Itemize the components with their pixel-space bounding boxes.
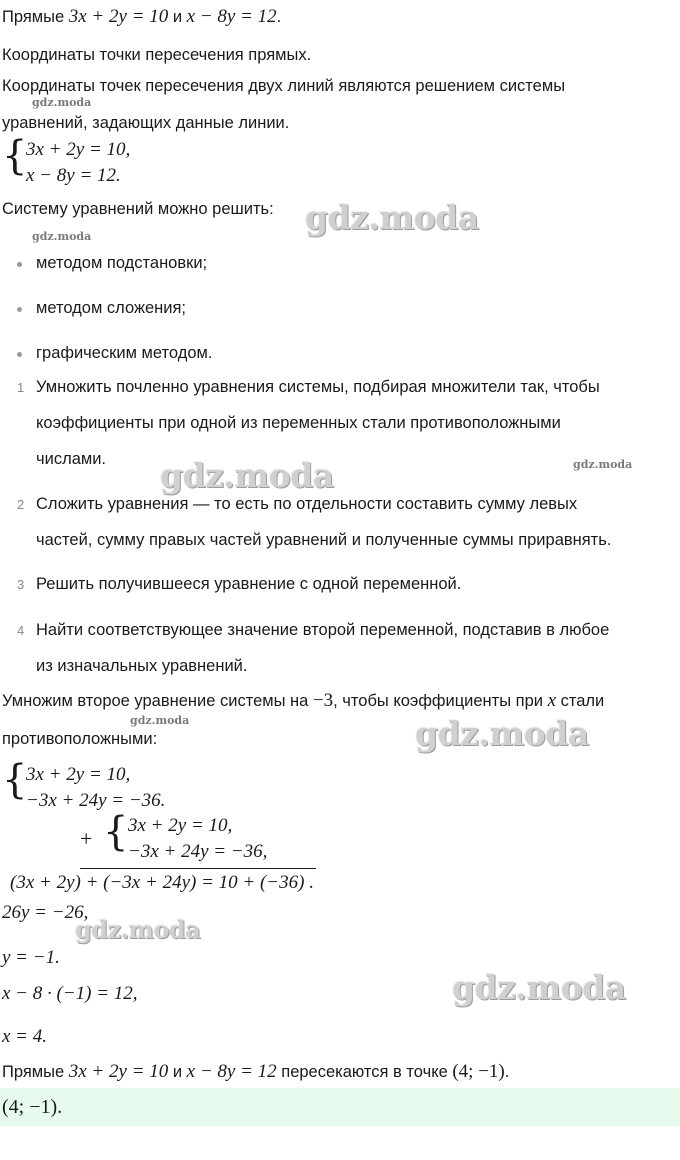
intro-and: и [168, 8, 187, 26]
intro-prefix: Прямые [2, 8, 69, 26]
multiply-factor: −3 [312, 690, 334, 711]
watermark-large: gdz.moda [75, 915, 201, 944]
watermark-small: gdz.moda [573, 458, 633, 471]
sum-line [80, 868, 316, 869]
watermark-large: gdz.moda [452, 968, 626, 1007]
bullet-dot [17, 262, 22, 267]
solution-step: x − 8 · (−1) = 12, [2, 983, 138, 1004]
plus-sign: + [80, 826, 93, 851]
system1-row1: 3x + 2y = 10, [26, 139, 131, 160]
step-line: Решить получившееся уравнение с одной переменной. [36, 575, 462, 593]
step-number: 4 [17, 623, 25, 638]
intro-suffix: . [276, 8, 282, 26]
multiply-prefix: Умножим второе уравнение системы на [2, 692, 313, 710]
system-brace: { [103, 809, 129, 855]
step-line: Найти соответствующее значение второй переменной, подставив в любое [36, 621, 610, 639]
addition-row1: 3x + 2y = 10, [128, 815, 233, 836]
section-title: Координаты точки пересечения прямых. [2, 46, 312, 64]
addition-sum: (3x + 2y) + (−3x + 24y) = 10 + (−36) . [10, 872, 314, 893]
multiply-suffix: стали [556, 692, 605, 710]
methods-intro: Систему уравнений можно решить: [2, 200, 274, 218]
explanation-line-1: Координаты точек пересечения двух линий являются решением системы [2, 77, 566, 95]
conclusion-suffix: . [504, 1063, 510, 1081]
watermark-large: gdz.moda [160, 456, 334, 495]
method-item: графическим методом. [36, 344, 213, 362]
watermark-small: gdz.moda [32, 96, 92, 109]
bullet-dot [17, 352, 22, 357]
step-line: Умножить почленно уравнения системы, подбирая множители так, чтобы [36, 378, 600, 396]
conclusion-line [2, 1061, 509, 1083]
multiply-line [2, 690, 604, 712]
explanation-line-2: уравнений, задающих данные линии. [2, 114, 290, 132]
method-item: методом сложения; [36, 299, 187, 317]
intro-line [2, 6, 281, 28]
step-line: Сложить уравнения — то есть по отдельности составить сумму левых [36, 495, 578, 513]
bullet-dot [17, 307, 22, 312]
step-line: коэффициенты при одной из переменных стали противоположными [36, 414, 561, 432]
solution-step: x = 4. [2, 1026, 48, 1047]
conclusion-prefix: Прямые [2, 1063, 69, 1081]
addition-row2: −3x + 24y = −36, [128, 841, 268, 862]
answer-text: (4; −1). [2, 1096, 63, 1118]
step-number: 1 [17, 380, 25, 395]
watermark-small: gdz.moda [130, 714, 190, 727]
conclusion-point: (4; −1) [452, 1061, 505, 1082]
solution-step: y = −1. [2, 947, 60, 968]
conclusion-eq2: x − 8y = 12 [186, 1061, 277, 1082]
intro-eq1: 3x + 2y = 10 [68, 6, 169, 27]
system2-row2: −3x + 24y = −36. [26, 790, 166, 811]
conclusion-eq1: 3x + 2y = 10 [68, 1061, 169, 1082]
conclusion-and: и [168, 1063, 187, 1081]
system-brace: { [2, 757, 28, 803]
step-line: из изначальных уравнений. [36, 657, 248, 675]
multiply-middle: , чтобы коэффициенты при [333, 692, 548, 710]
watermark-small: gdz.moda [32, 230, 92, 243]
step-number: 3 [17, 577, 25, 592]
multiply-var: x [547, 690, 557, 711]
watermark-large: gdz.moda [305, 198, 479, 237]
step-line: частей, сумму правых частей уравнений и полученные суммы приравнять. [36, 531, 612, 549]
answer-box [0, 1088, 680, 1126]
intro-eq2: x − 8y = 12 [186, 6, 277, 27]
conclusion-middle: пересекаются в точке [276, 1063, 453, 1081]
system2-row1: 3x + 2y = 10, [26, 764, 131, 785]
multiply-line-2: противоположными: [2, 730, 158, 748]
method-item: методом подстановки; [36, 254, 208, 272]
system1-row2: x − 8y = 12. [26, 165, 121, 186]
watermark-large: gdz.moda [415, 714, 589, 753]
step-line: числами. [36, 450, 107, 468]
system-brace: { [2, 133, 28, 179]
step-number: 2 [17, 497, 25, 512]
solution-step: 26y = −26, [2, 902, 89, 923]
